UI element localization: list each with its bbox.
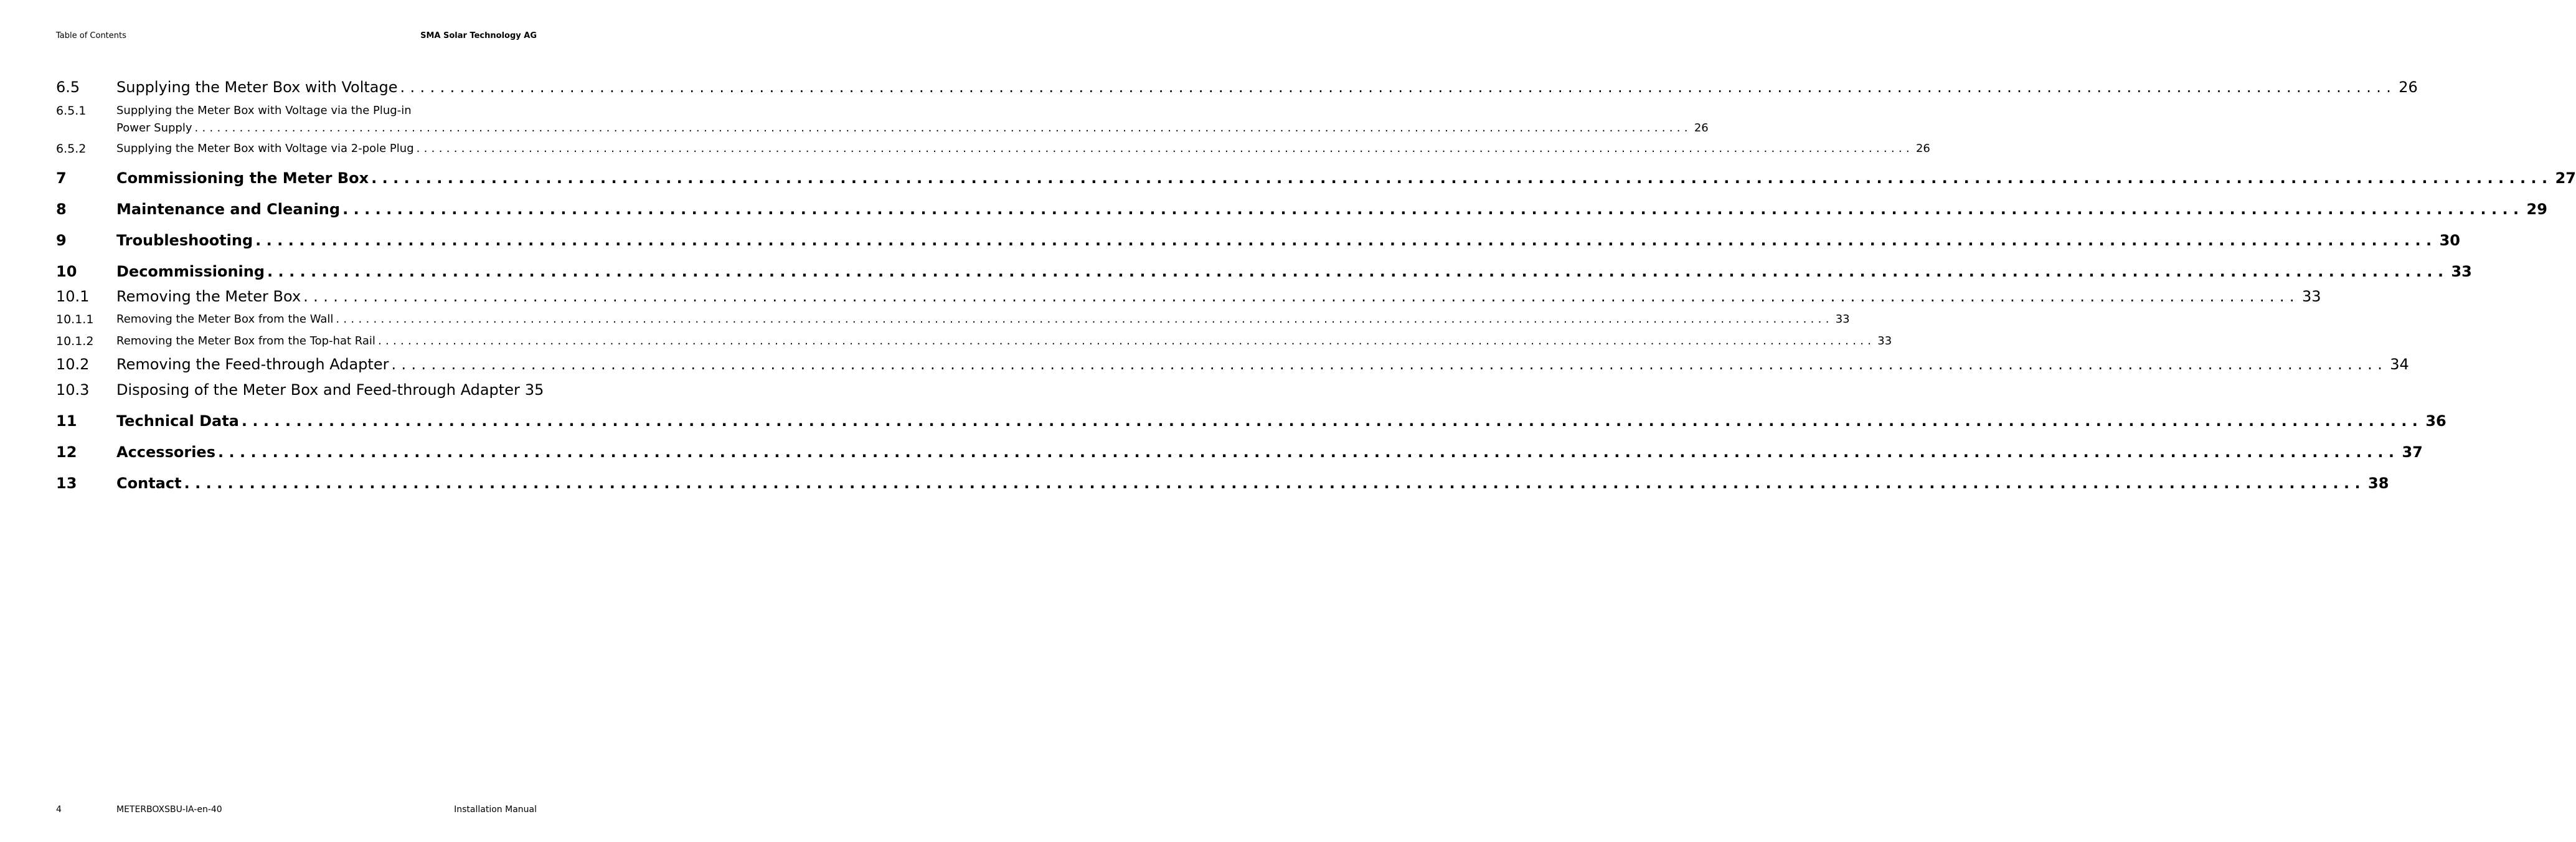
toc-title: Contact <box>116 475 182 492</box>
toc-leader: ........................................................................................................................................................................................................ <box>336 313 1833 326</box>
toc-leader: ........................................................................................................................................................................................................ <box>255 232 2437 249</box>
toc-leader: ........................................................................................................................................................................................................ <box>184 475 2366 492</box>
toc-number: 11 <box>56 412 77 430</box>
toc-leader: ........................................................................................................................................................................................................ <box>377 334 1875 348</box>
toc-title: Removing the Meter Box <box>116 288 301 305</box>
toc-page: 37 <box>2402 443 2423 461</box>
toc-title: Troubleshooting <box>116 232 253 249</box>
toc-title: Removing the Meter Box from the Wall <box>116 313 334 326</box>
toc-title: Maintenance and Cleaning <box>116 201 341 218</box>
toc-page: 29 <box>2526 201 2547 218</box>
footer-page-number: 4 <box>56 805 62 815</box>
toc-number: 6.5.1 <box>56 104 87 118</box>
toc-leader: ........................................................................................................................................................................................................ <box>371 169 2553 187</box>
toc-number: 7 <box>56 169 67 187</box>
toc-leader: ........................................................................................................................................................................................................ <box>416 142 1913 155</box>
running-header-company: SMA Solar Technology AG <box>420 31 537 40</box>
toc-number: 10.2 <box>56 356 90 373</box>
toc-leader: ........................................................................................................................................................................................................ <box>218 443 2400 461</box>
toc-leader: ........................................................................................................................................................................................................ <box>267 263 2449 280</box>
toc-leader: ........................................................................................................................................................................................................ <box>400 78 2397 96</box>
toc-title: Decommissioning <box>116 263 265 280</box>
toc-page: 26 <box>1915 142 1930 155</box>
toc-title: Supplying the Meter Box with Voltage via 2-pole Plug <box>116 142 414 155</box>
toc-number: 10 <box>56 263 77 280</box>
toc-title: Supplying the Meter Box with Voltage <box>116 78 398 96</box>
toc-page: 35 <box>524 381 544 399</box>
running-header-section: Table of Contents <box>56 31 126 40</box>
toc-page: 36 <box>2425 412 2446 430</box>
toc-leader: ........................................................................................................................................................................................................ <box>391 356 2388 373</box>
toc-number: 9 <box>56 232 67 249</box>
toc-leader: ........................................................................................................................................................................................................ <box>241 412 2423 430</box>
toc-number: 10.3 <box>56 381 90 399</box>
toc-title: Removing the Meter Box from the Top-hat Rail <box>116 334 375 348</box>
toc-title: Accessories <box>116 443 215 461</box>
toc-number: 13 <box>56 475 77 492</box>
toc-number: 10.1.2 <box>56 334 94 348</box>
toc-leader: ........................................................................................................................................................................................................ <box>194 121 1692 135</box>
footer-doc-type: Installation Manual <box>454 805 537 815</box>
toc-page: 26 <box>2399 78 2418 96</box>
toc-number: 8 <box>56 201 67 218</box>
toc-number: 10.1.1 <box>56 313 94 326</box>
toc-page: 27 <box>2555 169 2576 187</box>
toc-page: 34 <box>2390 356 2409 373</box>
toc-title: Power Supply <box>116 121 192 135</box>
toc-page: 33 <box>1877 334 1892 348</box>
toc-number: 10.1 <box>56 288 90 305</box>
toc-page: 33 <box>1835 313 1850 326</box>
toc-page: 33 <box>2451 263 2472 280</box>
toc-page: 30 <box>2439 232 2460 249</box>
toc-title: Disposing of the Meter Box and Feed-through Adapter <box>116 381 520 399</box>
toc-number: 12 <box>56 443 77 461</box>
toc-title: Technical Data <box>116 412 239 430</box>
toc-page: 26 <box>1694 121 1709 135</box>
toc-page: 38 <box>2368 475 2389 492</box>
toc-number: 6.5 <box>56 78 80 96</box>
toc-page: 33 <box>2301 288 2321 305</box>
toc-title-line1: Supplying the Meter Box with Voltage via the Plug-in <box>116 104 412 117</box>
toc-leader: ........................................................................................................................................................................................................ <box>342 201 2524 218</box>
footer-doc-code: METERBOXSBU-IA-en-40 <box>116 805 222 815</box>
toc-number: 6.5.2 <box>56 142 87 156</box>
toc-leader: ........................................................................................................................................................................................................ <box>303 288 2300 305</box>
toc-title: Removing the Feed-through Adapter <box>116 356 389 373</box>
toc-title: Commissioning the Meter Box <box>116 169 369 187</box>
